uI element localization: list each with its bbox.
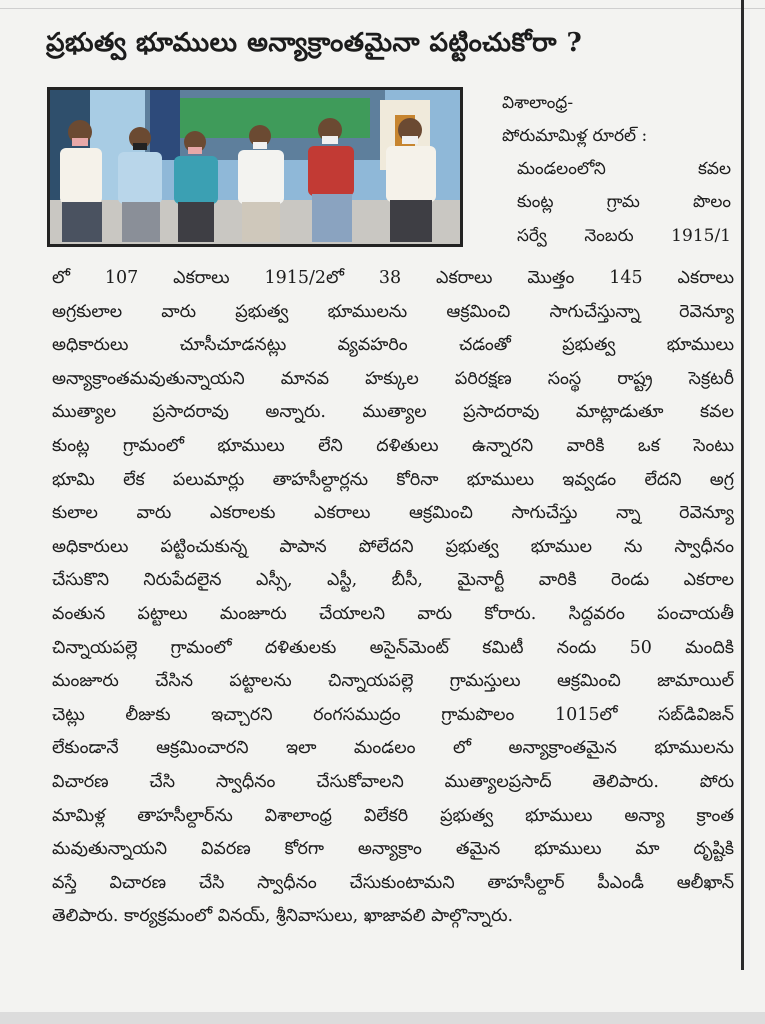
body-line: వస్తే విచారణ చేసి స్వాధీనం చేసుకుంటామని తాహసీల్దార్ పీఎండీ ఆలీఖాన్ [52, 872, 734, 893]
column-rule [741, 0, 744, 970]
body-line: చిన్నాయపల్లె గ్రామంలో దళితులకు అసైన్‌మెంట్ కమిటీ నందు 50 మందికి [52, 637, 734, 658]
news-photo [47, 87, 463, 247]
body-line: లేకుండానే ఆక్రమించారని ఇలా మండలం లో అన్యాక్రాంతమైన భూములను [52, 738, 734, 759]
body-line: మంజూరు చేసిన పట్టాలను చిన్నాయపల్లె గ్రామస్తులు ఆక్రమించి జామాయిల్ [52, 671, 734, 692]
article-headline: ప్రభుత్వ భూములు అన్యాక్రాంతమైనా పట్టించుకోరా ? [46, 28, 583, 58]
top-border [0, 0, 765, 9]
body-line: మామిళ్ల తాహసీల్దార్‌ను విశాలాంధ్ర విలేకరి ప్రభుత్వ భూములు అన్యా క్రాంత [52, 805, 734, 826]
article-body [52, 262, 734, 934]
side-line-1: మండలంలోని కవల [517, 159, 731, 179]
side-line-3: సర్వే నెంబరు 1915/1 [517, 226, 731, 246]
body-line: భూమి లేక పలుమార్లు తాహసీల్దార్లను కోరినా భూములు ఇవ్వడం లేదని అగ్ర [52, 469, 734, 490]
bottom-margin [0, 1012, 765, 1024]
side-line-2: కుంట్ల గ్రామ పొలం [517, 192, 731, 212]
group-photo-image [50, 90, 460, 244]
body-line: అన్యాక్రాంతమవుతున్నాయని మానవ హక్కుల పరిరక్షణ సంస్థ రాష్ట్ర సెక్రటరీ [52, 368, 734, 389]
body-line: మవుతున్నాయని వివరణ కోరగా అన్యాక్రాం తమైన భూములు మా దృష్టికి [52, 839, 734, 860]
body-line: అధికారులు చూసీచూడనట్లు వ్యవహరిం చడంతో ప్రభుత్వ భూములు [52, 335, 734, 356]
body-line: కులాల వారు ఎకరాలకు ఎకరాలు ఆక్రమించి సాగుచేస్తు న్నా రెవెన్యూ [52, 503, 734, 524]
body-line: కుంట్ల గ్రామంలో భూములు లేని దళితులు ఉన్నారని వారికి ఒక సెంటు [52, 435, 734, 456]
body-line: లో 107 ఎకరాలు 1915/2లో 38 ఎకరాలు మొత్తం 145 ఎకరాలు [52, 268, 734, 288]
body-line: చేసుకొని నిరుపేదలైన ఎస్సీ, ఎస్టీ, బీసీ, మైనార్టీ వారికి రెండు ఎకరాల [52, 570, 734, 591]
body-line: చెట్లు లీజుకు ఇచ్చారని రంగసముద్రం గ్రామపొలం 1015లో సబ్‌డివిజన్ [52, 704, 734, 725]
dateline-location: పోరుమామిళ్ల రూరల్ : [502, 126, 648, 146]
body-line: విచారణ చేసి స్వాధీనం చేసుకోవాలని ముత్యాలప్రసాద్ తెలిపారు. పోరు [52, 771, 734, 792]
body-line: అధికారులు పట్టించుకున్న పాపాన పోలేదని ప్రభుత్వ భూముల ను స్వాధీనం [52, 536, 734, 557]
dateline-source: విశాలాంధ్ర- [502, 93, 574, 113]
body-line: అగ్రకులాల వారు ప్రభుత్వ భూములను ఆక్రమించి సాగుచేస్తున్నా రెవెన్యూ [52, 301, 734, 322]
body-line: ముత్యాల ప్రసాదరావు అన్నారు. ముత్యాల ప్రసాదరావు మాట్లాడుతూ కవల [52, 402, 734, 423]
body-line: తెలిపారు. కార్యక్రమంలో వినయ్, శ్రీనివాసులు, ఖాజావలి పాల్గొన్నారు. [52, 906, 514, 927]
body-line: వంతున పట్టాలు మంజూరు చేయాలని వారు కోరారు. సిద్దవరం పంచాయతీ [52, 603, 734, 624]
